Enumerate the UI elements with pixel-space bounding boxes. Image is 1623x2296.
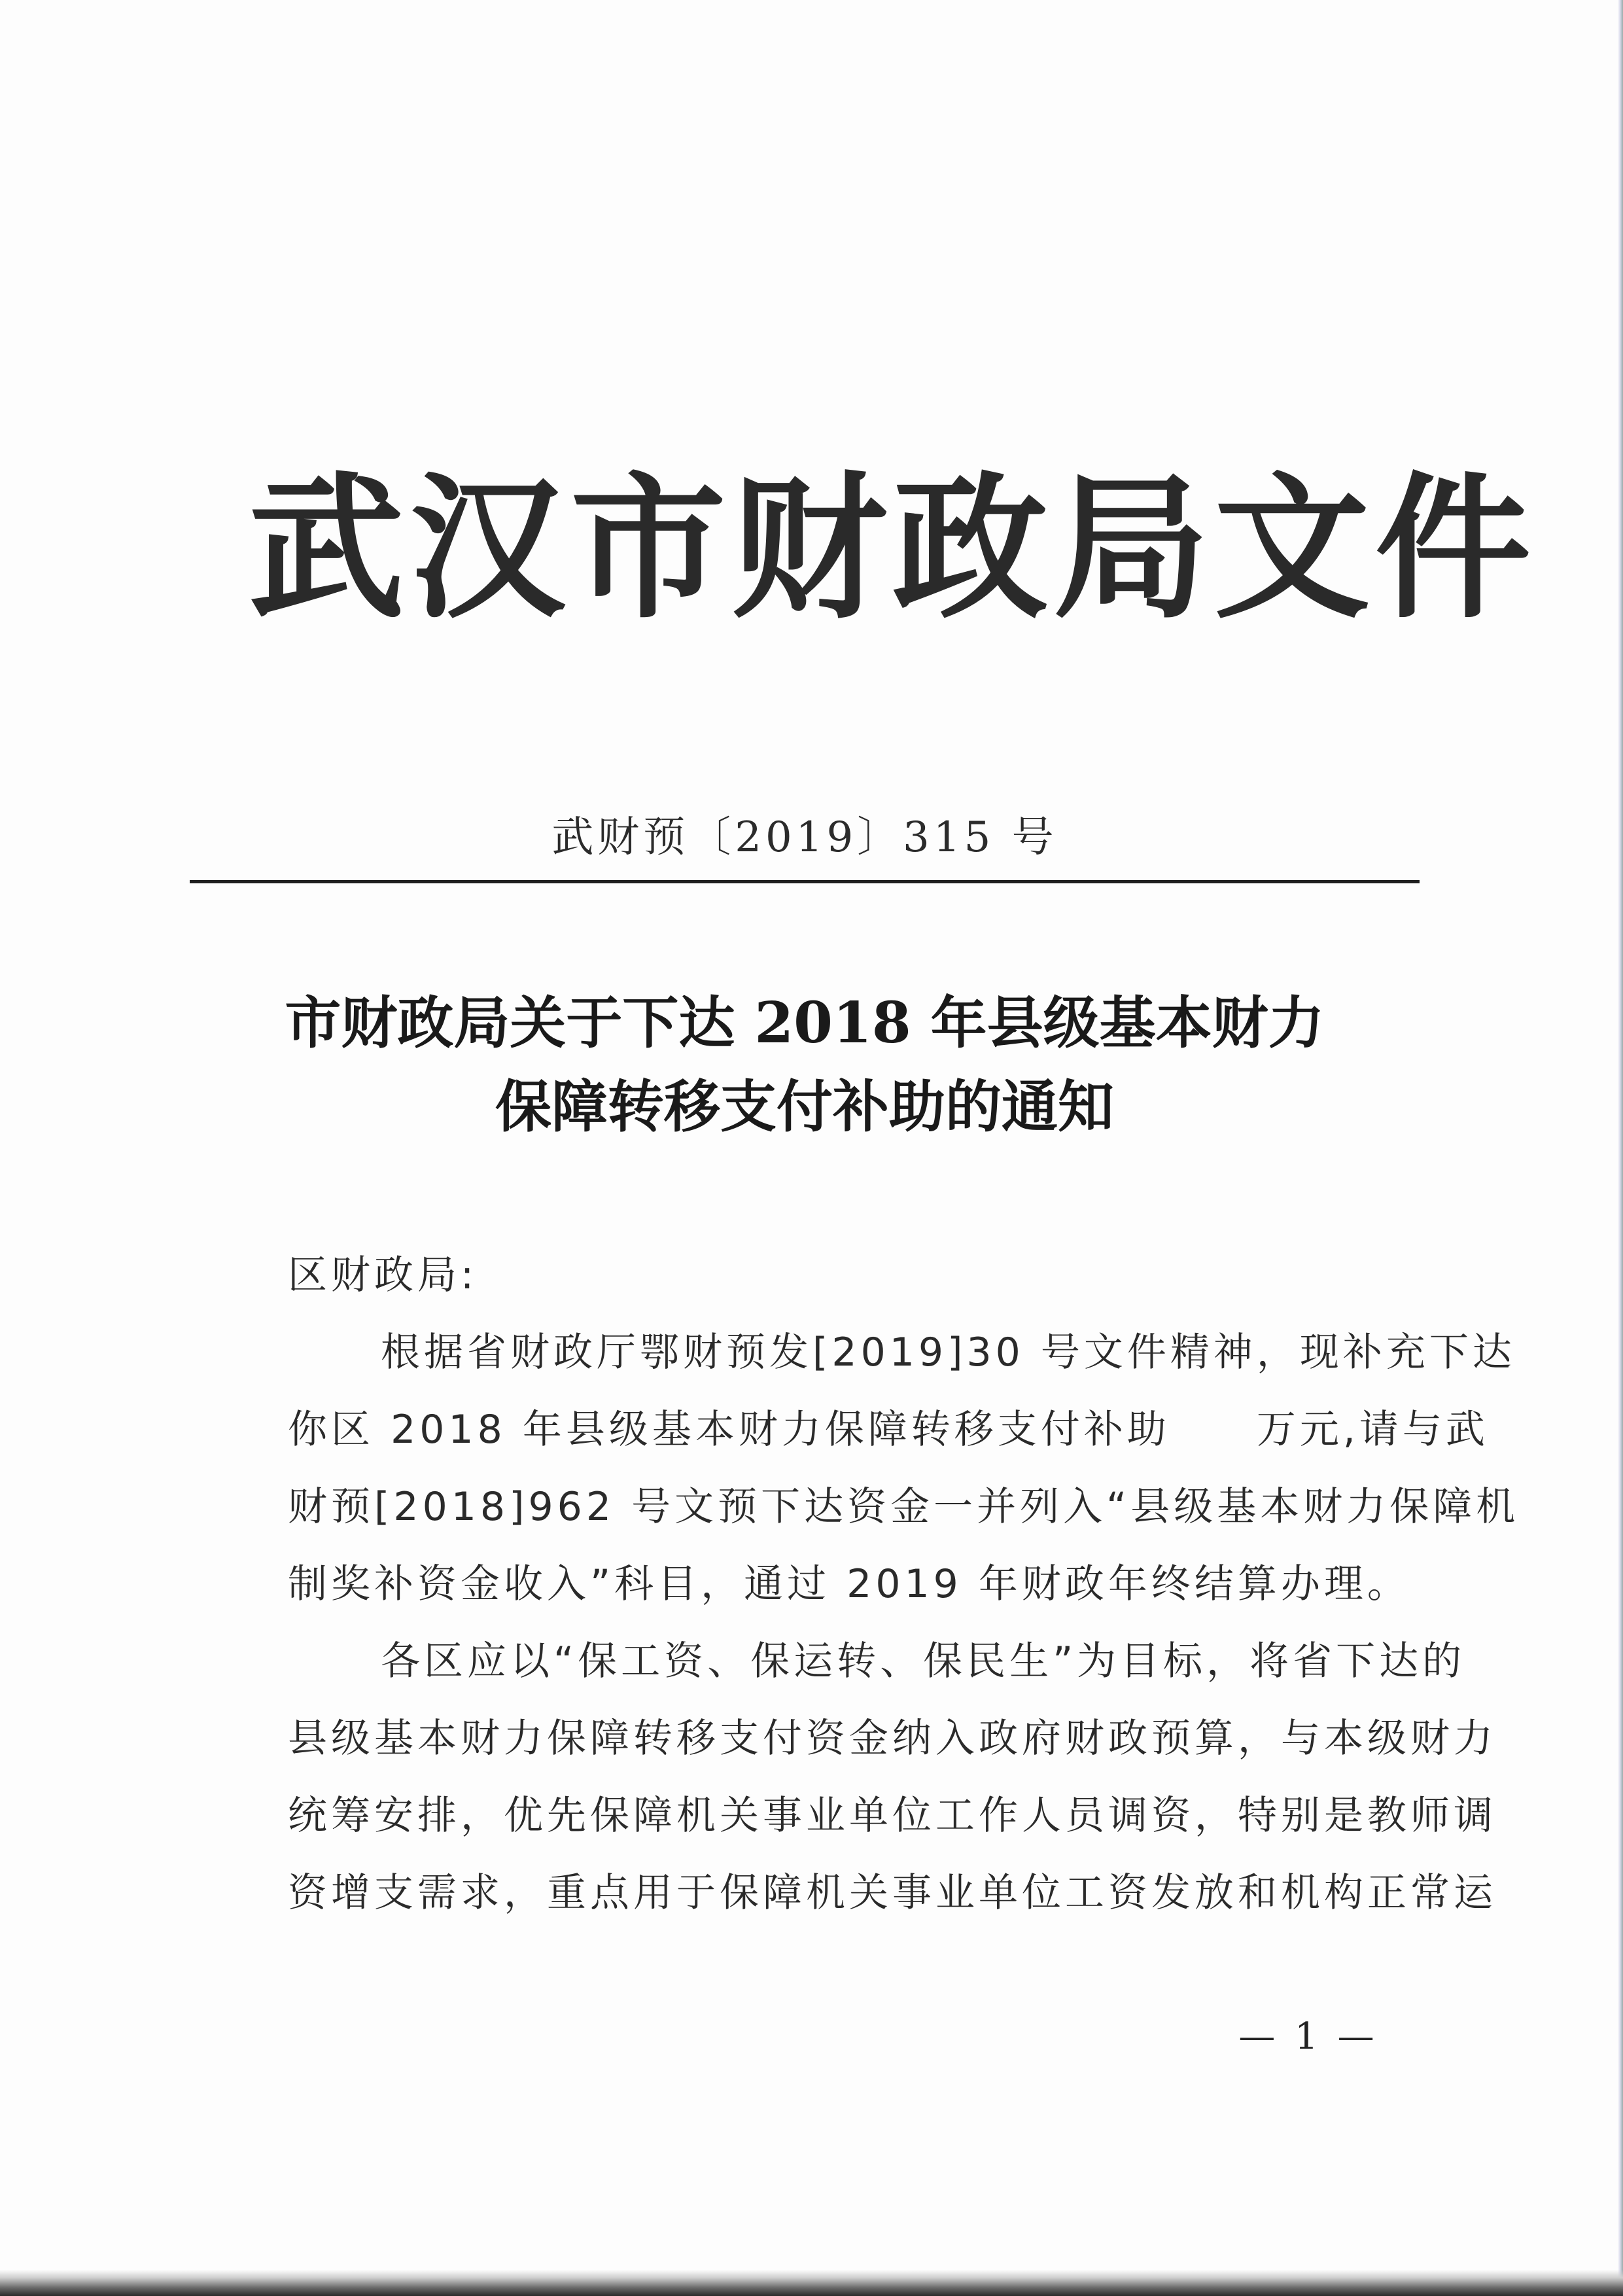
scan-edge-right [1618,0,1623,2296]
notice-title [190,981,1420,1149]
document-header: 武汉市财政局文件 [249,457,1536,640]
paragraph-1-line-4: 制奖补资金收入”科目，通过 2019 年财政年终结算办理。 [288,1561,1410,1607]
document-number: 武财预〔2019〕315 号 [551,813,1058,862]
paragraph-1-line-1: 根据省财政厅鄂财预发[2019]30 号文件精神，现补充下达 [381,1330,1516,1375]
paragraph-1-line-2: 你区 2018 年县级基本财力保障转移支付补助 万元,请与武 [288,1407,1489,1453]
paragraph-2-line-1: 各区应以“保工资、保运转、保民生”为目标，将省下达的 [381,1638,1466,1684]
paragraph-2-line-2: 县级基本财力保障转移支付资金纳入政府财政预算，与本级财力 [288,1716,1497,1761]
paragraph-1 [195,1314,1520,1623]
paragraph-1-line-3: 财预[2018]962 号文预下达资金一并列入“县级基本财力保障机 [288,1484,1520,1530]
notice-title-line-2: 保障转移支付补助的通知 [495,1074,1114,1140]
scan-edge-bottom [0,2270,1623,2296]
paragraph-2-line-3: 统筹安排，优先保障机关事业单位工作人员调资，特别是教师调 [288,1793,1497,1839]
paragraph-2-line-4: 资增支需求，重点用于保障机关事业单位工资发放和机构正常运 [288,1870,1497,1916]
page-number: — 1 — [1238,2015,1378,2058]
notice-title-line-1: 市财政局关于下达 2018 年县级基本财力 [285,990,1325,1056]
notice-body [195,1237,1520,1932]
paragraph-2 [195,1623,1497,1932]
header-divider [190,880,1420,883]
salutation: 区财政局: [288,1252,478,1298]
